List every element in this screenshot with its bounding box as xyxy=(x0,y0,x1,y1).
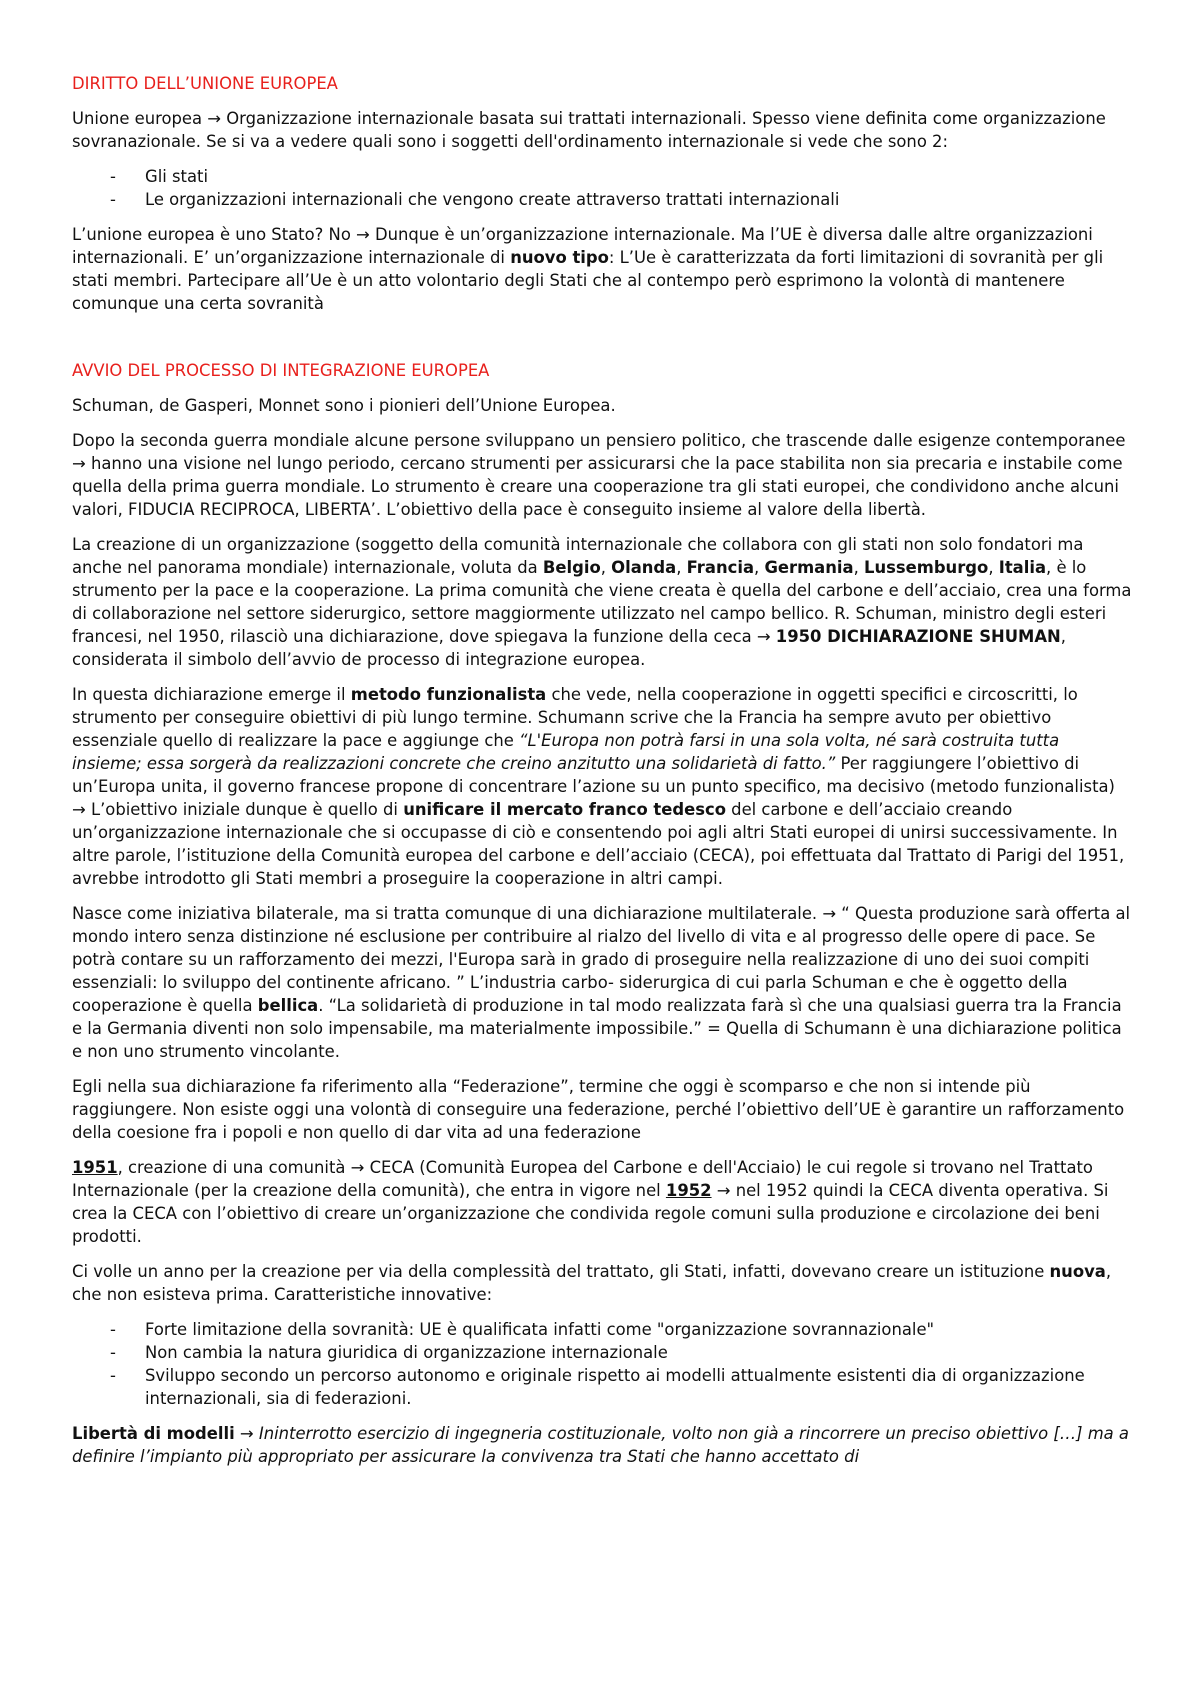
section-heading-diritto: DIRITTO DELL’UNIONE EUROPEA xyxy=(72,74,338,93)
paragraph-iniziativa-bilaterale: Nasce come iniziativa bilaterale, ma si tratta comunque di una dichiarazione multilaterale. → “ Questa produzione sarà offerta al mondo intero senza distinzione né esclusione per contribuire al rialzo del livello di vita e al progresso delle opere di pace. Se potrà contare su un rafforzamento dei mezzi, l'Europa sarà in grado di proseguire nella realizzazione di uno dei suoi compiti essenziali: lo sviluppo del continente africano. ” L’industria carbo- siderurgica di cui parla Schuman e che è oggetto della cooperazione è quella bellica. “La solidarietà di produzione in tal modo realizzata farà sì che una qualsiasi guerra tra la Francia e la Germania diventi non solo impensabile, ma materialmente impossibile.” = Quella di Schumann è una dichiarazione politica e non uno strumento vincolante. xyxy=(72,904,1131,1061)
list-caratteristiche xyxy=(72,1318,1132,1410)
list-soggetti xyxy=(72,165,1132,211)
paragraph-liberta-modelli: Libertà di modelli → Ininterrotto esercizio di ingegneria costituzionale, volto non già a rincorrere un preciso obiettivo […] ma a definire l’impianto più appropriato per assicurare la convivenza tra Stati che hanno accettato di xyxy=(72,1424,1129,1466)
list-item: - Gli stati xyxy=(72,165,1132,188)
paragraph-dopoguerra: Dopo la seconda guerra mondiale alcune persone sviluppano un pensiero politico, che trascende dalle esigenze contemporanee → hanno una visione nel lungo periodo, cercano strumenti per assicurarsi che la pace stabilita non sia precaria e instabile come quella della prima guerra mondiale. Lo strumento è creare una cooperazione tra gli stati europei, che condividono anche alcuni valori, FIDUCIA RECIPROCA, LIBERTA’. L’obiettivo della pace è conseguito insieme al valore della libertà. xyxy=(72,431,1126,519)
paragraph-unione-europea: Unione europea → Organizzazione internazionale basata sui trattati internazionali. Spesso viene definita come organizzazione sovranazionale. Se si va a vedere quali sono i soggetti dell'ordinamento internazionale si vede che sono 2: xyxy=(72,109,1106,151)
section-heading-avvio: AVVIO DEL PROCESSO DI INTEGRAZIONE EUROPEA xyxy=(72,361,490,380)
paragraph-caratteristiche: Ci volle un anno per la creazione per via della complessità del trattato, gli Stati, infatti, dovevano creare un istituzione nuova, che non esisteva prima. Caratteristiche innovative: xyxy=(72,1262,1112,1304)
paragraph-metodo-funzionalista: In questa dichiarazione emerge il metodo funzionalista che vede, nella cooperazione in oggetti specifici e circoscritti, lo strumento per conseguire obiettivi di più lungo termine. Schumann scrive che la Francia ha sempre avuto per obiettivo essenziale quello di realizzare la pace e aggiunge che “L'Europa non potrà farsi in una sola volta, né sarà costruita tutta insieme; essa sorgerà da realizzazioni concrete che creino anzitutto una solidarietà di fatto.” Per raggiungere l’obiettivo di un’Europa unita, il governo francese propone di concentrare l’azione su un punto specifico, ma decisivo (metodo funzionalista) → L’obiettivo iniziale dunque è quello di unificare il mercato franco tedesco del carbone e dell’acciaio creando un’organizzazione internazionale che si occupasse di ciò e consentendo poi agli altri Stati europei di unirsi successivamente. In altre parole, l’istituzione della Comunità europea del carbone e dell’acciaio (CECA), poi effettuata dal Trattato di Parigi del 1951, avrebbe introdotto gli Stati membri a proseguire la cooperazione in altri campi. xyxy=(72,685,1125,888)
list-item: - Sviluppo secondo un percorso autonomo e originale rispetto ai modelli attualmente esistenti dia di organizzazione internazionali, sia di federazioni. xyxy=(72,1364,1132,1410)
paragraph-pionieri: Schuman, de Gasperi, Monnet sono i pionieri dell’Unione Europea. xyxy=(72,396,616,415)
paragraph-creazione: La creazione di un organizzazione (soggetto della comunità internazionale che collabora con gli stati non solo fondatori ma anche nel panorama mondiale) internazionale, voluta da Belgio, Olanda, Francia, Germania, Lussemburgo, Italia, è lo strumento per la pace e la cooperazione. La prima comunità che viene creata è quella del carbone e dell’acciaio, crea una forma di collaborazione nel settore siderurgico, settore maggiormente utilizzato nel campo bellico. R. Schuman, ministro degli esteri francesi, nel 1950, rilasciò una dichiarazione, dove spiegava la funzione della ceca → 1950 DICHIARAZIONE SHUMAN, considerata il simbolo dell’avvio de processo di integrazione europea. xyxy=(72,535,1132,669)
paragraph-ceca: 1951, creazione di una comunità → CECA (Comunità Europea del Carbone e dell'Acciaio) le cui regole si trovano nel Trattato Internazionale (per la creazione della comunità), che entra in vigore nel 1952 → nel 1952 quindi la CECA diventa operativa. Si crea la CECA con l’obiettivo di creare un’organizzazione che condivida regole comuni sulla produzione e circolazione dei beni prodotti. xyxy=(72,1158,1109,1246)
document-page xyxy=(72,72,1132,1480)
paragraph-stato: L’unione europea è uno Stato? No → Dunque è un’organizzazione internazionale. Ma l’UE è diversa dalle altre organizzazioni internazionali. E’ un’organizzazione internazionale di nuovo tipo: L’Ue è caratterizzata da forti limitazioni di sovranità per gli stati membri. Partecipare all’Ue è un atto volontario degli Stati che al contempo però esprimono la volontà di mantenere comunque una certa sovranità xyxy=(72,225,1104,313)
paragraph-federazione: Egli nella sua dichiarazione fa riferimento alla “Federazione”, termine che oggi è scomparso e che non si intende più raggiungere. Non esiste oggi una volontà di conseguire una federazione, perché l’obiettivo dell’UE è garantire un rafforzamento della coesione fra i popoli e non quello di dar vita ad una federazione xyxy=(72,1077,1125,1142)
list-item: - Le organizzazioni internazionali che vengono create attraverso trattati internazionali xyxy=(72,188,1132,211)
list-item: - Forte limitazione della sovranità: UE è qualificata infatti come "organizzazione sovrannazionale" xyxy=(72,1318,1132,1341)
list-item: - Non cambia la natura giuridica di organizzazione internazionale xyxy=(72,1341,1132,1364)
